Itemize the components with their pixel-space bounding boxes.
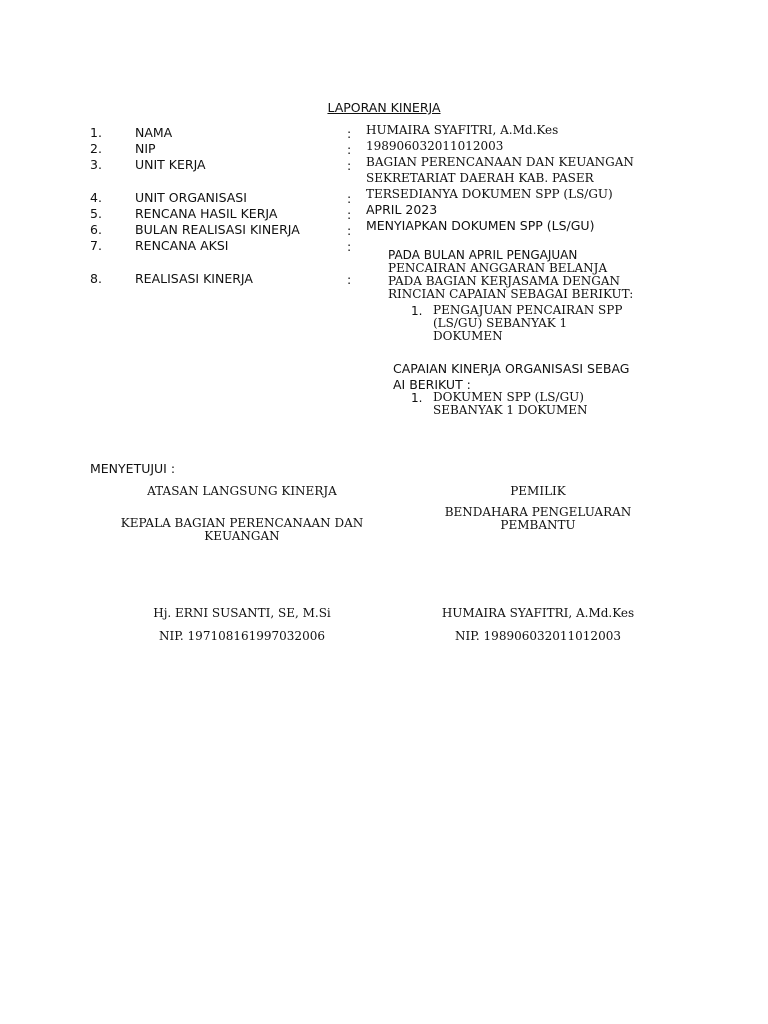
realisasi-paragraph-line: PENCAIRAN ANGGARAN BELANJA <box>388 261 608 275</box>
field-value-nama: HUMAIRA SYAFITRI, A.Md.Kes <box>366 123 559 137</box>
right-signatory-position: BENDAHARA PENGELUARAN <box>444 505 632 519</box>
row-number: 5. <box>90 206 102 221</box>
field-label-realisasi-kinerja: REALISASI KINERJA <box>135 271 253 286</box>
capaian-heading-line: CAPAIAN KINERJA ORGANISASI SEBAG <box>393 361 630 376</box>
document-title: LAPORAN KINERJA <box>327 100 441 115</box>
capaian-list-line: DOKUMEN SPP (LS/GU) <box>433 390 584 404</box>
colon: : <box>347 272 352 287</box>
realisasi-paragraph-line: RINCIAN CAPAIAN SEBAGAI BERIKUT: <box>388 287 634 301</box>
right-signatory-role: PEMILIK <box>510 484 566 498</box>
row-number: 8. <box>90 271 102 286</box>
field-value-unit-kerja: SEKRETARIAT DAERAH KAB. PASER <box>366 171 594 185</box>
left-signatory-role: ATASAN LANGSUNG KINERJA <box>147 484 337 498</box>
left-signatory-nip: NIP. 197108161997032006 <box>159 629 325 643</box>
row-number: 1. <box>90 125 102 140</box>
right-signatory-name: HUMAIRA SYAFITRI, A.Md.Kes <box>441 606 635 620</box>
colon: : <box>347 207 352 222</box>
capaian-list-number: 1. <box>411 391 423 405</box>
row-number: 4. <box>90 190 102 205</box>
realisasi-paragraph-line: PADA BAGIAN KERJASAMA DENGAN <box>388 274 621 288</box>
colon: : <box>347 142 352 157</box>
colon: : <box>347 126 352 141</box>
realisasi-list-line: PENGAJUAN PENCAIRAN SPP <box>433 303 623 317</box>
field-value-unit-organisasi: TERSEDIANYA DOKUMEN SPP (LS/GU) <box>366 187 613 201</box>
field-label-rencana-aksi: RENCANA AKSI <box>135 238 229 253</box>
realisasi-list-line: DOKUMEN <box>433 329 503 343</box>
field-value-rencana-hasil-kerja: APRIL 2023 <box>366 202 438 217</box>
row-number: 7. <box>90 238 102 253</box>
realisasi-list-number: 1. <box>411 304 423 318</box>
colon: : <box>347 223 352 238</box>
capaian-heading-line: AI BERIKUT : <box>393 377 471 392</box>
field-label-bulan-realisasi: BULAN REALISASI KINERJA <box>135 222 300 237</box>
row-number: 6. <box>90 222 102 237</box>
field-value-bulan-realisasi: MENYIAPKAN DOKUMEN SPP (LS/GU) <box>366 218 595 233</box>
left-signatory-position: KEUANGAN <box>204 529 280 543</box>
field-label-nama: NAMA <box>135 125 173 140</box>
field-value-nip: 198906032011012003 <box>366 139 504 153</box>
colon: : <box>347 191 352 206</box>
row-number: 2. <box>90 141 102 156</box>
colon: : <box>347 158 352 173</box>
right-signatory-position: PEMBANTU <box>500 518 576 532</box>
realisasi-list-line: (LS/GU) SEBANYAK 1 <box>433 316 568 330</box>
field-value-unit-kerja: BAGIAN PERENCANAAN DAN KEUANGAN <box>366 155 634 169</box>
field-label-nip: NIP <box>135 141 156 156</box>
field-label-unit-organisasi: UNIT ORGANISASI <box>135 190 247 205</box>
left-signatory-name: Hj. ERNI SUSANTI, SE, M.Si <box>153 606 331 620</box>
right-signatory-nip: NIP. 198906032011012003 <box>455 629 621 643</box>
field-label-rencana-hasil-kerja: RENCANA HASIL KERJA <box>135 206 278 221</box>
approval-label: MENYETUJUI : <box>90 461 176 476</box>
colon: : <box>347 239 352 254</box>
capaian-list-line: SEBANYAK 1 DOKUMEN <box>433 403 588 417</box>
left-signatory-position: KEPALA BAGIAN PERENCANAAN DAN <box>120 516 364 530</box>
field-label-unit-kerja: UNIT KERJA <box>135 157 206 172</box>
row-number: 3. <box>90 157 102 172</box>
realisasi-paragraph-line: PADA BULAN APRIL PENGAJUAN <box>388 248 578 262</box>
